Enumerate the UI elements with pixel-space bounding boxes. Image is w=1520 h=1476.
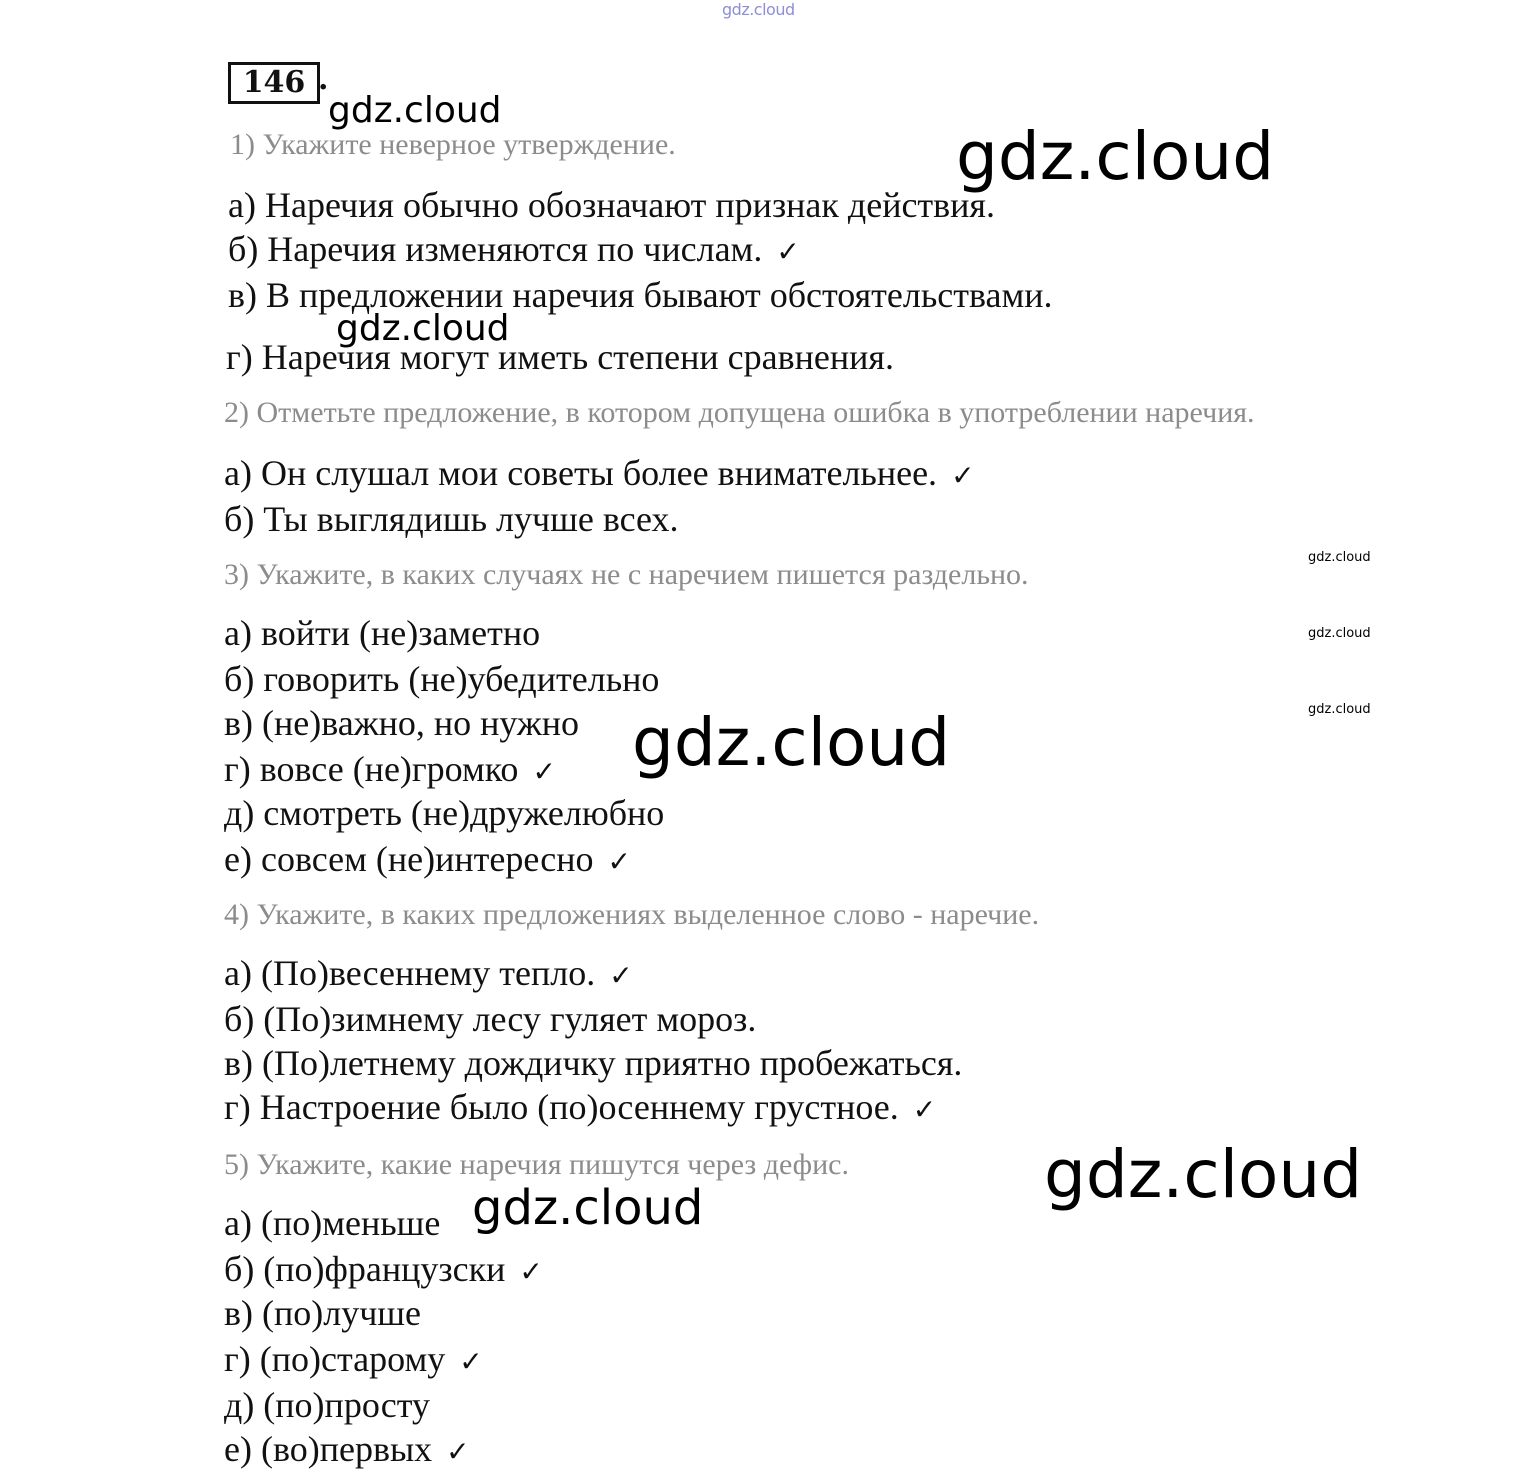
watermark-large-2: gdz.cloud <box>632 704 951 781</box>
question-2: 2) Отметьте предложение, в котором допущена ошибка в употреблении наречия. <box>224 396 1255 429</box>
check-icon: ✓ <box>776 235 800 268</box>
watermark-small-2: gdz.cloud <box>336 308 510 349</box>
q2-option-a: а) Он слушал мои советы более внимательнее. ✓ <box>224 453 975 493</box>
check-icon: ✓ <box>609 959 633 992</box>
q1-option-b: б) Наречия изменяются по числам. ✓ <box>228 229 800 269</box>
check-icon: ✓ <box>607 845 631 878</box>
check-icon: ✓ <box>912 1093 937 1126</box>
check-icon: ✓ <box>532 755 556 788</box>
q5-option-g: г) (по)старому ✓ <box>224 1339 483 1379</box>
q3-option-e: е) совсем (не)интересно ✓ <box>224 839 631 879</box>
check-icon: ✓ <box>951 459 975 492</box>
q2-option-b: б) Ты выглядишь лучше всех. <box>224 499 679 539</box>
watermark-tiny-3: gdz.cloud <box>1308 702 1371 717</box>
q4-option-v: в) (По)летнему дождичку приятно пробежаться. <box>224 1043 963 1083</box>
q5-option-b: б) (по)французски ✓ <box>224 1249 543 1289</box>
q3-option-d: д) смотреть (не)дружелюбно <box>224 793 665 833</box>
watermark-small-1: gdz.cloud <box>328 90 502 131</box>
q5-option-v: в) (по)лучше <box>224 1293 421 1333</box>
q3-option-g: г) вовсе (не)громко ✓ <box>224 749 556 789</box>
question-1: 1) Укажите неверное утверждение. <box>230 128 676 161</box>
q4-option-b: б) (По)зимнему лесу гуляет мороз. <box>224 999 757 1039</box>
q1-option-g: г) Наречия могут иметь степени сравнения. <box>226 337 894 377</box>
watermark-medium-1: gdz.cloud <box>472 1180 704 1236</box>
exercise-number-dot: . <box>318 62 329 97</box>
watermark-tiny-1: gdz.cloud <box>1308 550 1371 565</box>
q1-option-v: в) В предложении наречия бывают обстоятельствами. <box>228 275 1053 315</box>
q5-option-a: а) (по)меньше <box>224 1203 441 1243</box>
check-icon: ✓ <box>519 1255 543 1288</box>
watermark-large-1: gdz.cloud <box>956 118 1275 195</box>
watermark-large-3: gdz.cloud <box>1044 1136 1363 1213</box>
q4-option-a: а) (По)весеннему тепло. ✓ <box>224 953 633 993</box>
q5-option-d: д) (по)просту <box>224 1385 430 1425</box>
question-3: 3) Укажите, в каких случаях не с наречием пишется раздельно. <box>224 558 1029 591</box>
q3-option-b: б) говорить (не)убедительно <box>224 659 660 699</box>
check-icon: ✓ <box>446 1435 470 1468</box>
question-4: 4) Укажите, в каких предложениях выделенное слово - наречие. <box>224 898 1040 931</box>
q4-option-g: г) Настроение было (по)осеннему грустное. ✓ <box>224 1087 937 1127</box>
check-icon: ✓ <box>459 1345 483 1378</box>
q5-option-e: е) (во)первых ✓ <box>224 1429 470 1469</box>
question-5: 5) Укажите, какие наречия пишутся через дефис. <box>224 1148 849 1181</box>
top-watermark: gdz.cloud <box>722 0 795 19</box>
q3-option-a: а) войти (не)заметно <box>224 613 541 653</box>
q1-option-a: а) Наречия обычно обозначают признак действия. <box>228 185 995 225</box>
q3-option-v: в) (не)важно, но нужно <box>224 703 580 743</box>
exercise-number: 146 <box>228 62 320 104</box>
watermark-tiny-2: gdz.cloud <box>1308 626 1371 641</box>
